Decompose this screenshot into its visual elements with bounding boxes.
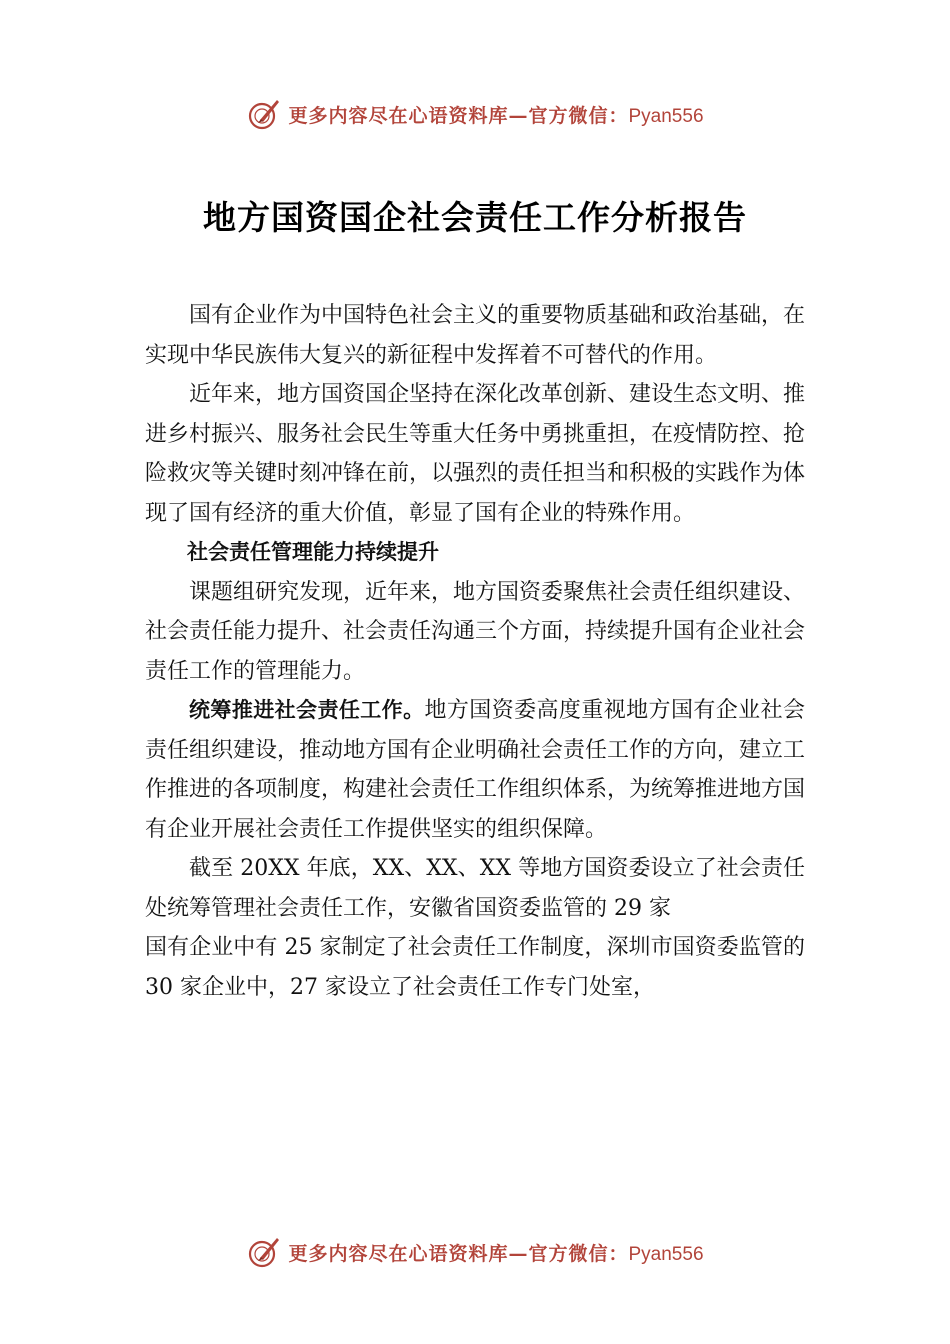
watermark-inner (246, 96, 703, 132)
point-body: 地方国资委高度重视地方国有企业社会责任组织建设，推动地方国有企业明确社会责任工作的方向，建立工作推进的各项制度，构建社会责任工作组织体系，为统筹推进地方国有企业开展社会责任工作提供坚实的组织保障。 (145, 698, 806, 842)
paragraph-recent-years: 近年来，地方国资国企坚持在深化改革创新、建设生态文明、推进乡村振兴、服务社会民生等重大任务中勇挑重担，在疫情防控、抢险救灾等关键时刻冲锋在前，以强烈的责任担当和积极的实践作为体现了国有经济的重大价值，彰显了国有企业的特殊作用。 (145, 382, 806, 526)
watermark-label: 更多内容尽在心语资料库—官方微信： (288, 1242, 629, 1265)
document-title: 地方国资国企社会责任工作分析报告 (203, 198, 747, 237)
paragraph-section-intro: 课题组研究发现，近年来，地方国资委聚焦社会责任组织建设、社会责任能力提升、社会责任沟通三个方面，持续提升国有企业社会责任工作的管理能力。 (145, 579, 806, 684)
paragraph-point (145, 691, 805, 849)
watermark-banner-bottom (0, 1230, 950, 1274)
paragraph-intro: 国有企业作为中国特色社会主义的重要物质基础和政治基础，在实现中华民族伟大复兴的新征程中发挥着不可替代的作用。 (145, 303, 806, 368)
paragraph-detail-part1: 截至 20XX 年底，XX、XX、XX 等地方国资委设立了社会责任处统筹管理社会责任工作，安徽省国资委监管的 29 家 (145, 856, 805, 921)
watermark-wechat-id: Pyan556 (628, 105, 704, 127)
section-heading: 社会责任管理能力持续提升 (187, 540, 439, 564)
watermark-banner-top (0, 92, 950, 136)
watermark-inner (246, 1234, 703, 1270)
point-lead: 统筹推进社会责任工作。 (189, 698, 425, 722)
watermark-text (288, 101, 703, 128)
watermark-text (288, 1239, 703, 1266)
quill-seal-icon (246, 96, 282, 132)
paragraph-detail-part2: 国有企业中有 25 家制定了社会责任工作制度，深圳市国资委监管的 30 家企业中，27 家设立了社会责任工作专门处室， (145, 935, 805, 1000)
document-body (145, 296, 805, 1007)
watermark-wechat-id: Pyan556 (628, 1243, 704, 1265)
quill-seal-icon (246, 1234, 282, 1270)
watermark-label: 更多内容尽在心语资料库—官方微信： (288, 104, 629, 127)
